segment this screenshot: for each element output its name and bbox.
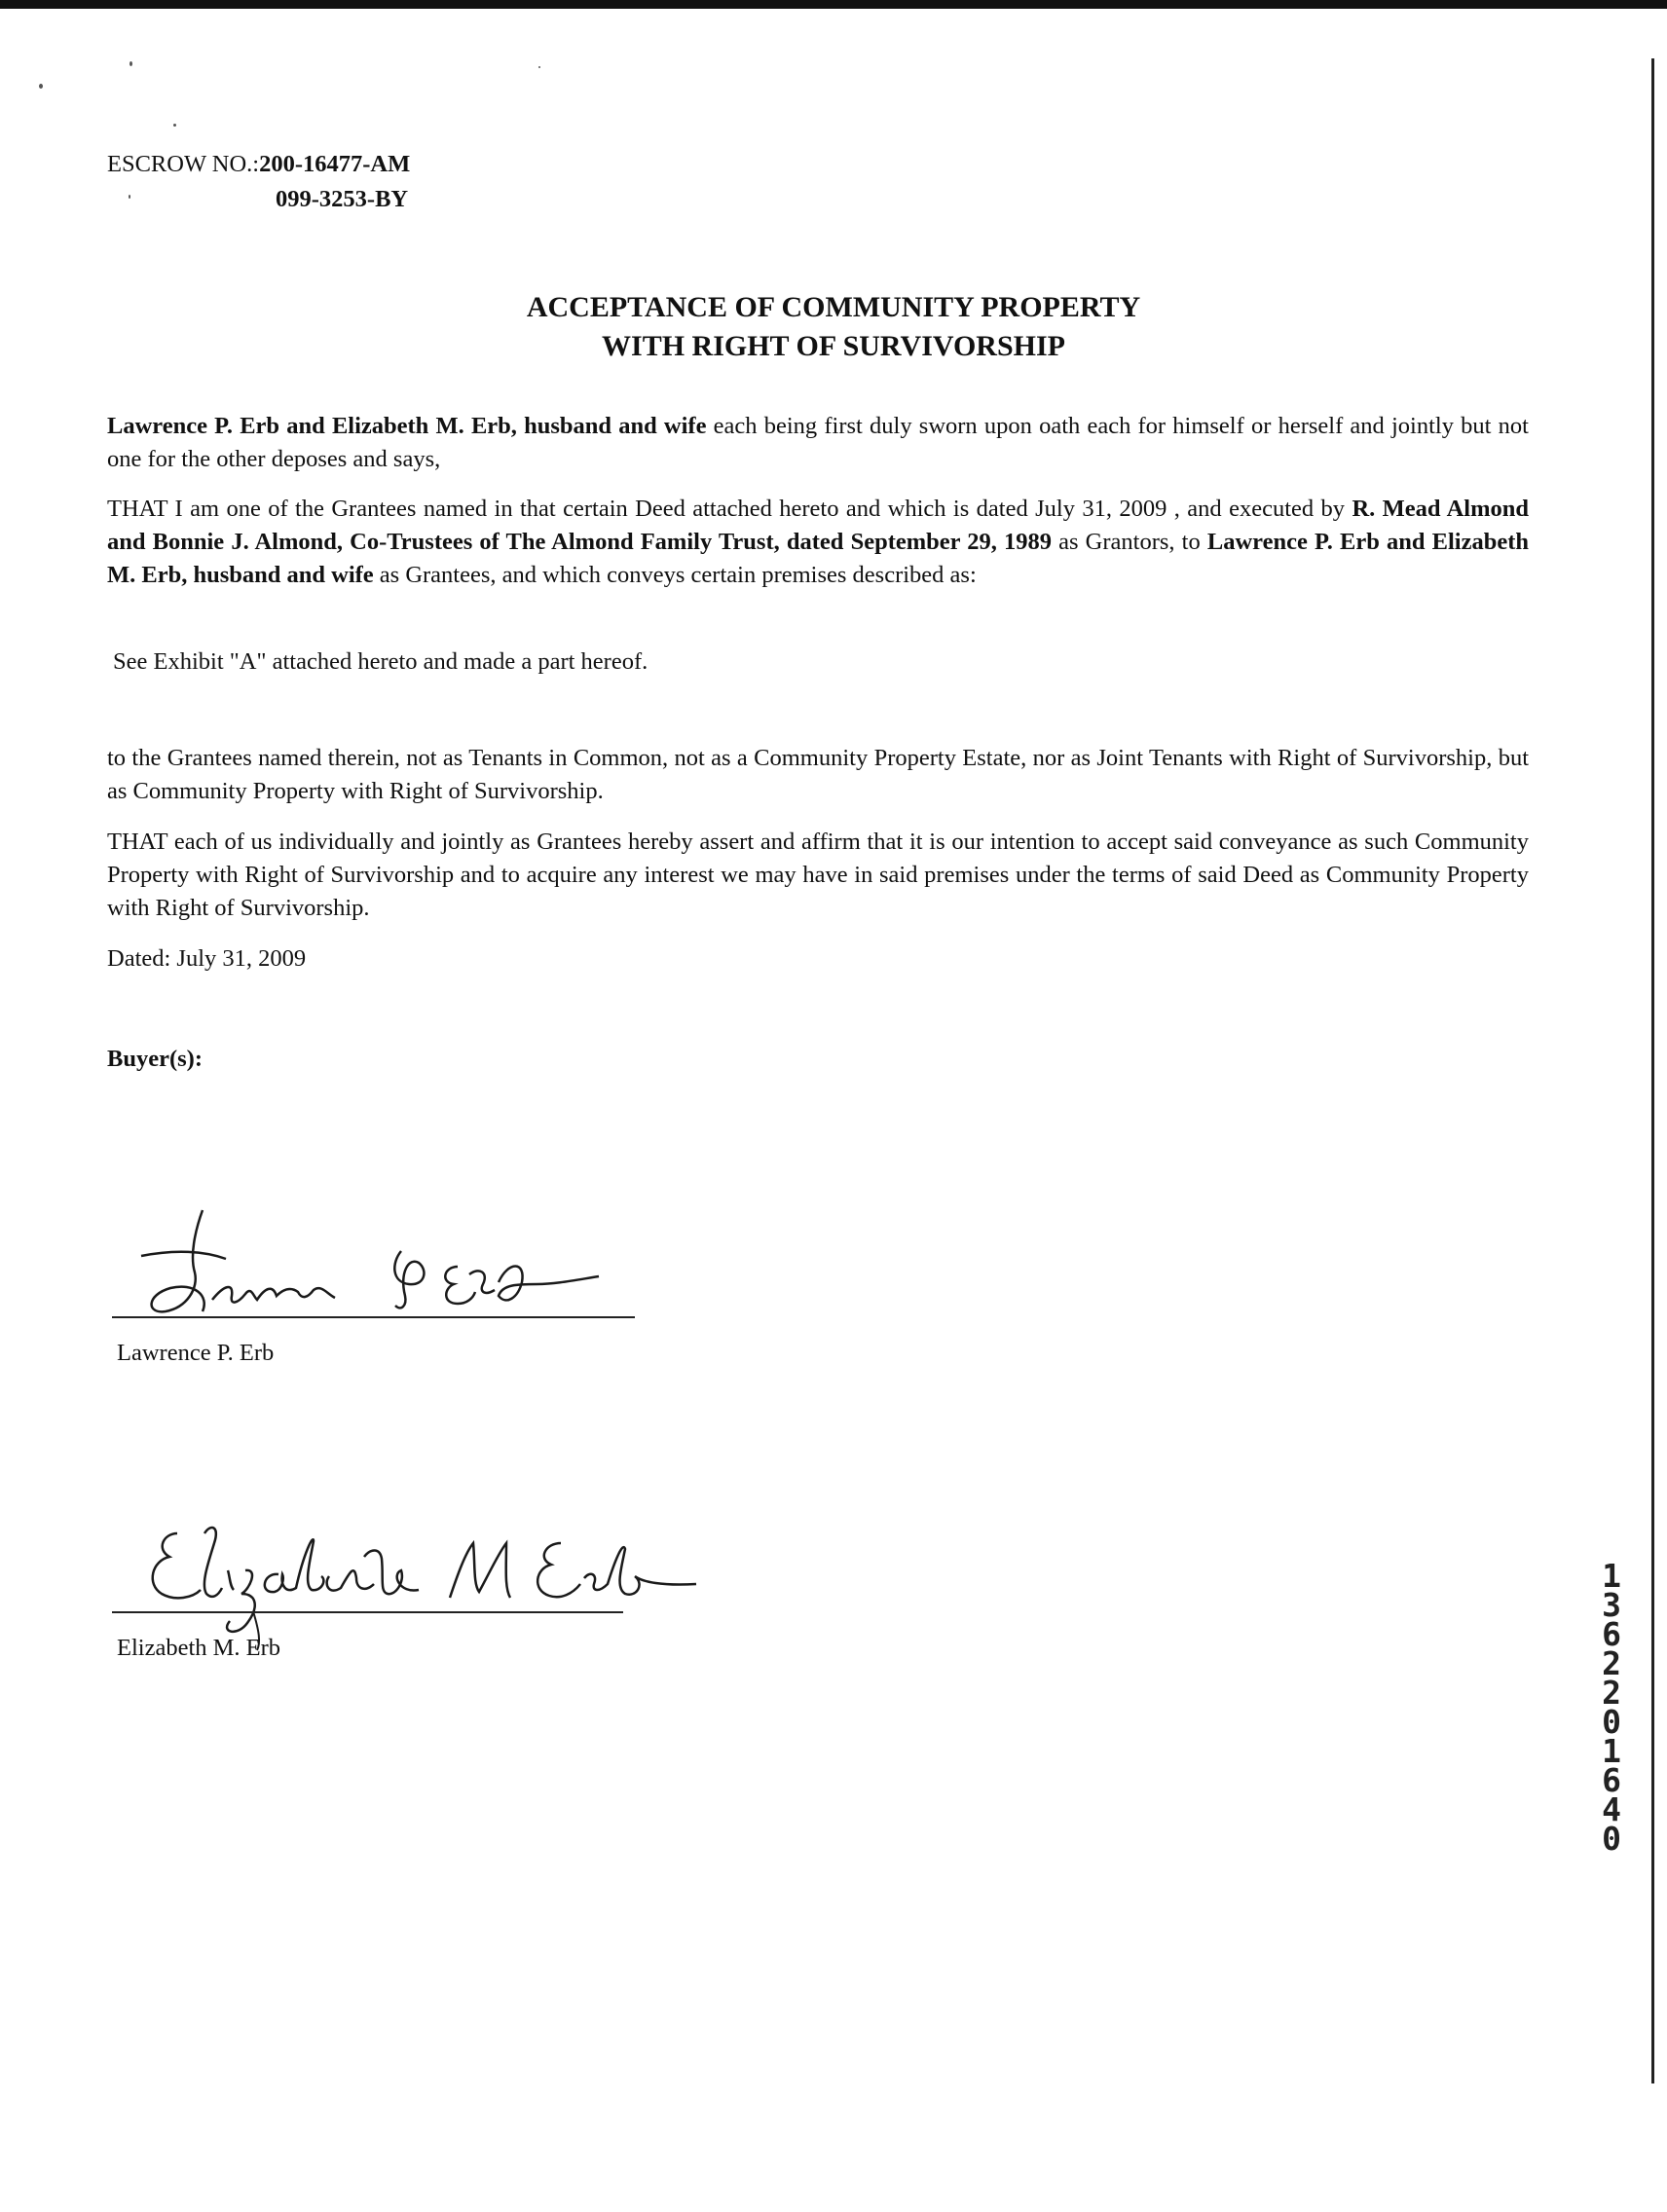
grantee-names: Lawrence P. Erb and Elizabeth M. Erb, husband and wife: [107, 413, 707, 439]
recording-digit: 6: [1602, 1615, 1621, 1653]
paragraph-2-text-3: as Grantees, and which conveys certain premises described as:: [373, 562, 977, 588]
recording-digit: 1: [1602, 1557, 1621, 1595]
escrow-block: [107, 148, 410, 218]
paragraph-affirmation: THAT each of us individually and jointly as Grantees hereby assert and affirm that it is our intention to accept said conveyance as such Community Property with Right of Survivorship and to acquire any interest we may have in said premises under the terms of said Deed as Community Property with Right of Survivorship.: [107, 829, 1529, 921]
dated-line: Dated: July 31, 2009: [107, 945, 307, 972]
grantee-names: Lawrence P. Erb and Elizabeth M. Erb, husband and wife: [107, 529, 1529, 588]
printed-name-lawrence-erb: Lawrence P. Erb: [117, 1340, 275, 1366]
signature-lawrence-erb: [136, 1202, 623, 1329]
scan-speck: [130, 61, 132, 66]
recording-digit: 1: [1602, 1732, 1621, 1770]
grantor-names: R. Mead Almond and Bonnie J. Almond, Co-Trustees of The Almond Family Trust, dated September 29, 1989: [107, 496, 1529, 555]
paragraph-2-text-1: THAT I am one of the Grantees named in that certain Deed attached hereto and which is dated July 31, 2009 , and executed by: [107, 496, 1352, 522]
document-title: [0, 288, 1667, 366]
recording-digit: 2: [1602, 1644, 1621, 1682]
paragraph-tenancy: to the Grantees named therein, not as Tenants in Common, not as a Community Property Estate, nor as Joint Tenants with Right of Survivorship, but as Community Property with Right of Survivorship.: [107, 745, 1529, 804]
scan-speck: [173, 124, 176, 127]
paragraph-1-text: each being first duly sworn upon oath each for himself or herself and jointly but not one for the other deposes and says,: [107, 413, 1529, 472]
scan-speck: [538, 66, 540, 68]
recording-digit: 0: [1602, 1820, 1621, 1858]
escrow-label: ESCROW NO.:: [107, 151, 260, 177]
scan-top-edge: [0, 0, 1667, 9]
recording-digit: 3: [1602, 1586, 1621, 1624]
title-line-1: ACCEPTANCE OF COMMUNITY PROPERTY: [526, 291, 1141, 323]
paragraph-deponents: [107, 410, 1529, 476]
exhibit-reference: See Exhibit "A" attached hereto and made a part hereof.: [113, 648, 648, 675]
title-line-2: WITH RIGHT OF SURVIVORSHIP: [602, 330, 1065, 362]
paragraph-2-text-2: as Grantors, to: [1051, 529, 1207, 555]
escrow-number-1: 200-16477-AM: [259, 151, 411, 177]
escrow-number-2: 099-3253-BY: [276, 186, 409, 212]
recording-digit: 0: [1602, 1703, 1621, 1741]
recording-digit: 6: [1602, 1761, 1621, 1799]
recording-number: [1592, 1557, 1631, 1858]
signature-line: [112, 1611, 623, 1613]
buyer-label: Buyer(s):: [107, 1046, 203, 1072]
printed-name-elizabeth-erb: Elizabeth M. Erb: [117, 1635, 281, 1661]
paragraph-deed: [107, 493, 1529, 592]
scan-speck: [39, 84, 43, 89]
recording-digit: 4: [1602, 1790, 1621, 1828]
recording-digit: 2: [1602, 1674, 1621, 1712]
signature-line: [112, 1316, 635, 1318]
